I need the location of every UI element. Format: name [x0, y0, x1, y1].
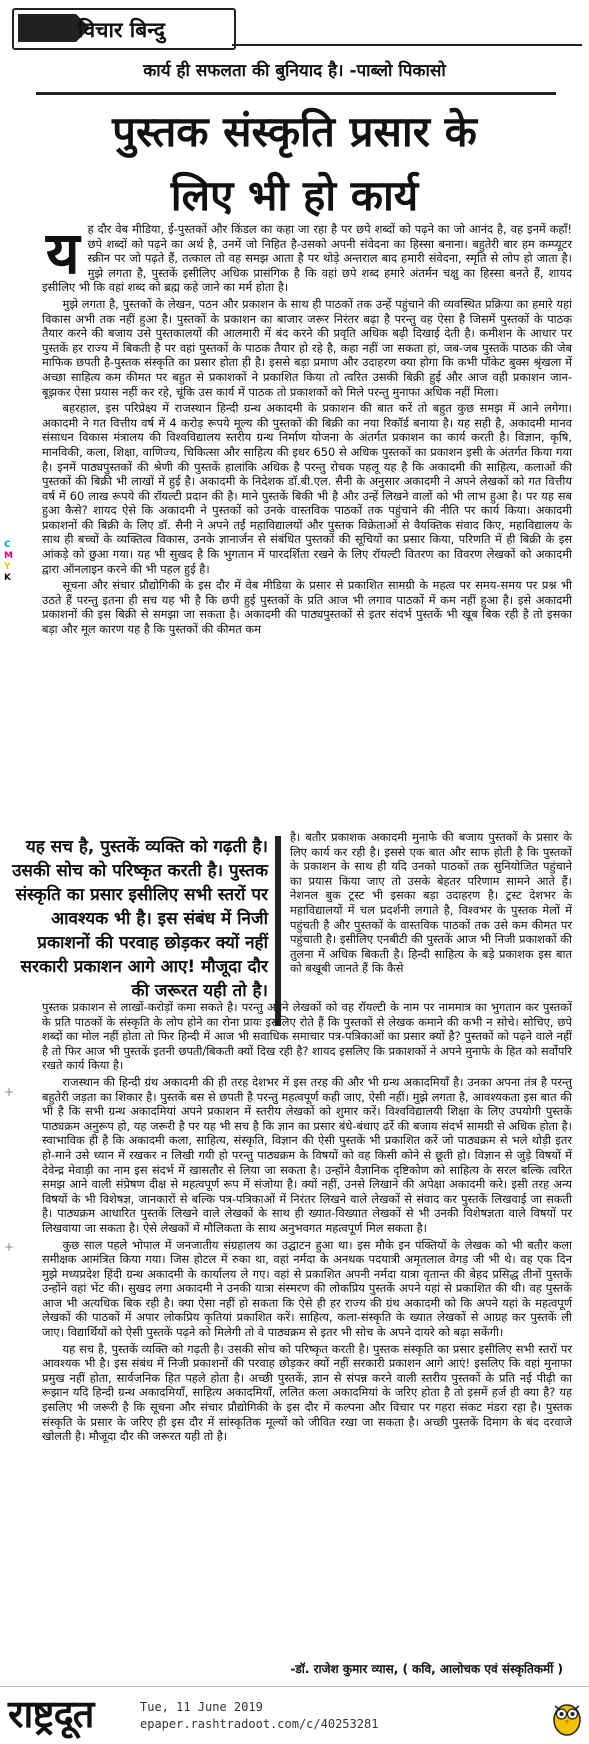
section-header [12, 8, 236, 50]
cmyk-k: K [4, 573, 11, 583]
cmyk-c: C [4, 540, 11, 550]
edition-date: Tue, 11 June 2019 [140, 1700, 263, 1714]
section-title: विचार बिन्दु [78, 18, 165, 42]
paragraph: पुस्तक प्रकाशन से लाखों-करोड़ों कमा सकते है। परन्तु अपने लेखकों को वह रॉयल्टी के नाम पर नाममात्र का भुगतान कर पुस्तकों के प्रति पाठकों के संस्कृति के लोप होने का रोना प्रायः इसलिए रोते हैं कि पुस्तकों से लेखक कमाने की कभी न सोचे। सोचिए, छपे शब्दों का मोल नहीं होता तो फिर हिन्दी में आज भी सवाधिक समाचार पत्र-पत्रिकाओं का प्रसार क्यों है? पुस्तकों को पढ़ने वाले नहीं है तो फिर आज भी पुस्तकें इतनी छपती/बिकती क्यों दिख रही है? शायद इसलिए कि प्रकाशकों ने अपने मुनाफे के हित को सर्वोपरि रखते कार्य किया है। [42, 1000, 572, 1073]
header-rule [232, 44, 582, 46]
pull-quote: यह सच है, पुस्तकें व्यक्ति को गढ़ती है। उसकी सोच को परिष्कृत करती है। पुस्तक संस्कृति का प्रसार इसीलिए सभी स्तरों पर आवश्यक भी है। इस संबंध में निजी प्रकाशनों की परवाह छोड़कर क्यों नहीं सरकारी प्रकाशन आगे आए! मौजूदा दौर की जरूरत यही तो है। [12, 837, 268, 1001]
paragraph: मुझे लगता है, पुस्तकों के लेखन, पठन और प्रकाशन के साथ ही पाठकों तक उन्हें पहुंचाने की व्यवस्थित प्रक्रिया का हमारे यहां विकास अभी तक नहीं हुआ है। पुस्तकों के प्रकाशन का बाजार जरूर निरंतर बढ़ा है परन्तु वह ऐसा है जिसमें पुस्तकों के पाठक तैयार करने की बजाय उसे पुस्तकालयों की आलमारी में बंद करने की प्रवृति अधिक बढ़ी दिखाई देती है। कमीशन के आधार पर पुस्तकें हर राज्य में बिकती है पर वहां पुस्तकों के पाठक तैयार हो रहे है, कहा नहीं जा सकता हां, जब-जब पुस्तकें पाठक की जेब माफिक छपती है-पुस्तक संस्कृति का प्रसार होता ही है। इससे बड़ा प्रमाण और उदाहरण क्या होगा कि कभी पॉकेट बुक्स श्रृंखला में अच्छा साहित्य कम कीमत पर बहुत से प्रकाशकों ने प्रकाशित किया तो त्वरित उसकी बिक्री हुई और आज वही प्रकाशन जान-बूझकर ऐसा प्रयास नहीं कर रहे, चूंकि उस कार्य में पाठक तो प्रकाशकों को मिले परन्तु मुनाफा अधिक नहीं मिला। [42, 296, 572, 399]
paragraph: कुछ साल पहले भोपाल में जनजातीय संग्रहालय का उद्घाटन हुआ था। इस मौके इन पंक्तियों के लेखक को भी बतौर कला समीक्षक आमंत्रित किया गया। जिस होटल में रुका था, वहां नर्मदा के अनथक पदयात्री अमृतलाल वेगड़ जी भी थे। वह एक दिन मुझे मध्यप्रदेश हिंदी ग्रन्थ अकादमी के कार्यालय ले गए। वहां से प्रकाशित अपनी नर्मदा यात्रा वृतान्त की बेहद प्रसिद्ध तीनों पुस्तकें उन्होंने वहां भेंट की। सुखद लगा अकादमी ने उनकी यात्रा संस्मरण की लोकप्रिय पुस्तकें अपने यहां से प्रकाशित की थी। वह पुस्तकें आज भी अत्यधिक बिक रही है। क्या ऐसा नहीं हो सकता कि ऐसे ही हर राज्य की ग्रंथ अकादमी को कि अपने यहां के महत्वपूर्ण लेखकों की पाठकों में अपार लोकप्रिय कृतियां प्रकाशित करें। साहित्य, कला-संस्कृति के ख्यात लेखकों से आग्रह कर पुस्तकें ली जाए। विद्यार्थियों को ऐसी पुस्तकें पढ़ने को मिलेगी तो वे पाठ्यक्रम से इतर भी सोच के अपने दायरे को बढ़ा सकेंगी। [42, 1237, 572, 1340]
paragraph: यह सच है, पुस्तकें व्यक्ति को गढ़ती है। उसकी सोच को परिष्कृत करती है। पुस्तक संस्कृति का प्रसार इसीलिए सभी स्तरों पर आवश्यक भी है। इस संबंध में निजी प्रकाशनों की परवाह छोड़कर क्यों नहीं सरकारी प्रकाशन आगे आएं! इसलिए कि वहां मुनाफा प्रमुख नहीं होता, सार्वजनिक हित पहले होता है। अच्छी पुस्तकें, ज्ञान से संपन्न करने वाली स्तरीय पुस्तकों के प्रति नई पीढ़ी का रूझान यदि हिन्दी ग्रन्थ अकादमियाँ, साहित्य अकादमियाँ, ललित कला अकादमियां के जरिए होता है तो इसमें हर्ज ही क्या है? यह इसलिए भी जरूरी है कि सूचना और संचार प्रौद्योगिकी के इस दौर में कल्पना और विचार पर गहरा संकट मंडरा रहा है। पुस्तक संस्कृति के प्रसार के जरिए ही इस दौर में सांस्कृतिक मूल्यों को जीवित रखा जा सकता है। अच्छी पुस्तकें दिमाग के बंद दरवाजे खोलती है। मौजूदा दौर की जरूरत यही तो है। [42, 1341, 572, 1444]
paragraph: है। बतौर प्रकाशक अकादमी मुनाफे की बजाय पुस्तकों के प्रसार के लिए कार्य कर रही है। इससे एक बात और साफ होती है कि पुस्तकों के प्रकाशन के साथ ही यदि उनको पाठकों तक सुनियोजित पहुंचाने का प्रयास किया जाए तो उसके बेहतर परिणाम सामने आते हैं। नेशनल बुक ट्रस्ट भी इसका बड़ा उदाहरण है। ट्रस्ट देशभर के महाविद्यालयों में चल प्रदर्शनी लगाते है, विश्वभर के पुस्तक मेलों में पहुंचती है और पुस्तकों के वास्तविक पाठकों तक उसे कम कीमत पर पहुंचाती है। इसीलिए एनबीटी की पुस्तकें आज भी निजी प्रकाशकों की तुलना में अधिक बिकती है। हिन्दी साहित्य के बड़े प्रकाशक इस बात को बखूबी जानते हैं कि कैसे [290, 830, 572, 976]
paragraph-text: ह दौर वेब मीडिया, ई-पुस्तकों और किंडल का कहा जा रहा है पर छपे शब्दों को पढ़ने का जो आनंद है, वह इनमें कहाँ! छपे शब्दों को पढ़ने का अर्थ है, उनमें जो निहित है-उसको अपनी संवेदना का हिस्सा बनाना। बहुतेरी बार हम कम्प्यूटर स्क्रीन पर जो पढ़ते हैं, तत्काल तो वह समझ आता है पर थोड़े अन्तराल बाद हमारी संवेदना, स्मृति से लोप हो जाता है। मुझे लगता है, पुस्तकें इसीलिए अधिक प्रासंगिक है कि वहां छपे शब्द हमारे अंतर्मन चक्षु का हिस्सा बनते हैं, शायद इसीलिए भी कि वहां शब्द को ब्रह्म कहे जाने का मर्म होता है। [42, 222, 572, 295]
drop-cap: य [46, 219, 80, 287]
article-side-column [290, 830, 572, 976]
article-body-top [42, 219, 572, 639]
paragraph: राजस्थान की हिन्दी ग्रंथ अकादमी की ही तरह देशभर में इस तरह की और भी ग्रन्थ अकादमियाँ है। उनका अपना तंत्र है परन्तु बहुतेरी जड़ता का शिकार है। पुस्तकें बस से छपती है परन्तु महत्वपूर्ण कही जाए, ऐसी नहीं। मुझे लगता है, आवश्यकता इस बात की भी है कि सभी ग्रन्थ अकादमियां अपने प्रकाशन में स्तरीय लेखकों को शुमार करें। विश्वविद्यालयी शिक्षा के लिए उपयोगी पुस्तकें पाठ्यक्रम अनुरूप हो, यह जरूरी है पर यह भी सच है कि ज्ञान का प्रसार बंधे-बंधाए ढर्रे की बजाय संदर्भ सामग्री से अधिक होता है। स्वाभाविक ही है कि अकादमी कला, साहित्य, संस्कृति, विज्ञान की ऐसी पुस्तकें भी प्रकाशित करें जो पाठ्यक्रम से भले थोड़ी इतर हो-माने उसे ध्यान में रखकर न लिखी गयी हो परन्तु पाठ्यक्रम के विषयों को वह किसी कोने से छूती हो। विज्ञान से जुड़े विषयों में देवेन्द्र मेवाड़ी का नाम इस संदर्भ में खासतौर से लिया जा सकता है। उन्होंने वैज्ञानिक दृष्टिकोण को साहित्य के सरल बल्कि त्वरित समझ आने वाली संप्रेषण दीक्ष से महत्वपूर्ण रूप में संजोया है। क्यों नहीं, उनसे लिखाने की अपेक्षा अकादमी करे। इसी तरह अन्य विषयों के भी विशेषज्ञ, जानकारों से बल्कि पत्र-पत्रिकाओं में निरंतर लिखने वाले लेखकों से संवाद कर पुस्तकें लिखवाई जा सकती है। पाठ्यक्रम आधारित पुस्तकें लिखने वाले लेखकों के साथ ही ख्यात-विख्यात लेखकों से भी उनकी विशेषज्ञता वाले विषयों पर लिखवाया जा सकता है। ऐसे लेखकों में मौलिकता के साथ अनुभवगत महत्वपूर्ण मिल सकता है। [42, 1074, 572, 1235]
owl-mascot-icon [552, 1696, 582, 1736]
headline-line-2: लिए भी हो कार्य [170, 171, 419, 220]
headline-line-1: पुस्तक संस्कृति प्रसार के [112, 107, 477, 156]
cmyk-marks [4, 540, 16, 584]
cmyk-y: Y [4, 562, 11, 572]
article-body-bottom [42, 1000, 572, 1446]
quote-line: कार्य ही सफलता की बुनियाद है। -पाब्लो पिकासो [143, 61, 446, 81]
pull-quote-divider [275, 836, 281, 1026]
paragraph: सूचना और संचार प्रौद्योगिकी के इस दौर में वेब मीडिया के प्रसार से प्रकाशित सामग्री के महत्व पर समय-समय पर प्रश्न भी उठते हैं परन्तु इतना ही सच यह भी है कि छपी हुई पुस्तकों के प्रति आज भी लगाव पाठकों में कम नहीं हुआ है। इसे अकादमी प्रकाशनों की इस बिक्री से समझा जा सकता है। अकादमी की पाठ्यपुस्तकों से इतर संदर्भ पुस्तकें भी खूब बिक रही है तो इसका बड़ा और मूल कारण यह है कि पुस्तकों की कीमत कम [42, 578, 572, 637]
paragraph: बहरहाल, इस परिप्रेक्ष्य में राजस्थान हिन्दी ग्रन्थ अकादमी के प्रकाशन की बात करें तो बहुत कुछ समझ में आने लगेगा। अकादमी ने गत वित्तीय वर्ष में 4 करोड़ रूपये मूल्य की पुस्तकों की बिक्री का नया रिकॉर्ड बनाया है। यह सही है, अकादमी मानव संसाधन विकास मंत्रालय की विश्वविद्यालय स्तरीय ग्रन्थ निर्माण योजना के अंतर्गत प्रकाशन का कार्य करती है। विज्ञान, कृषि, मानविकी, कला, शिक्षा, वाणिज्य, चिकित्सा और साहित्य की इधर 650 से अधिक पुस्तकों का प्रकाशन इसी के अंतर्गत किया गया है। इनमें पाठ्यपुस्तकों की श्रेणी की पुस्तकें हालांकि अधिक है परन्तु रोचक पहलू यह है कि अकादमी की साहित्य, कलाओं की पुस्तकों की बिक्री भी लाखों में हुई है। अकादमी के निदेशक डॉ.बी.एल. सैनी के अनुसार अकादमी ने अपने लेखकों को गत वित्तीय वर्ष में 60 लाख रूपये की रॉयल्टी प्रदान की है। माने पुस्तकें बिकी भी है और उन्हें लिखने वालों को भी लाभ हुआ है। पर यह सब हुआ कैसे? शायद ऐसे कि अकादमी ने पुस्तकों को उनके वास्तविक पाठकों तक पहुंचाने की नीति पर कार्य किया। अकादमी प्रकाशनों की बिक्री के लिए डॉ. सैनी ने अपने तईं महाविद्यालयों और पुस्तक विक्रेताओं से वैयक्तिक संवाद किए, महाविद्यालय के साथ ही बच्चों के व्यक्तित्व विकास, उनके ज्ञानार्जन से संबंधित पुस्तकों की सूचियों का प्रसार किया, परिणति में ही बिक्री के इस आंकड़े को छुआ गया। यह भी सुखद है कि भुगतान में पारदर्शिता रखने के लिए रॉयल्टी वितरण का विवरण लेखकों को अकादमी द्वारा ऑनलाइन करने की भी पहल हुई है। [42, 401, 572, 576]
author-byline: -डॉ. राजेश कुमार व्यास, ( कवि, आलोचक एवं संस्कृतिकर्मी ) [290, 1662, 563, 1676]
section-header-bar [18, 14, 76, 42]
crop-mark-icon: + [4, 1085, 15, 1099]
epaper-url[interactable]: epaper.rashtradoot.com/c/40253281 [140, 1717, 379, 1731]
article-headline [10, 100, 579, 228]
quote-rule [36, 92, 556, 95]
paragraph [42, 219, 572, 295]
newspaper-masthead: राष्ट्रदूत [8, 1691, 94, 1736]
cmyk-m: M [4, 551, 13, 561]
crop-mark-icon: + [4, 1240, 15, 1254]
